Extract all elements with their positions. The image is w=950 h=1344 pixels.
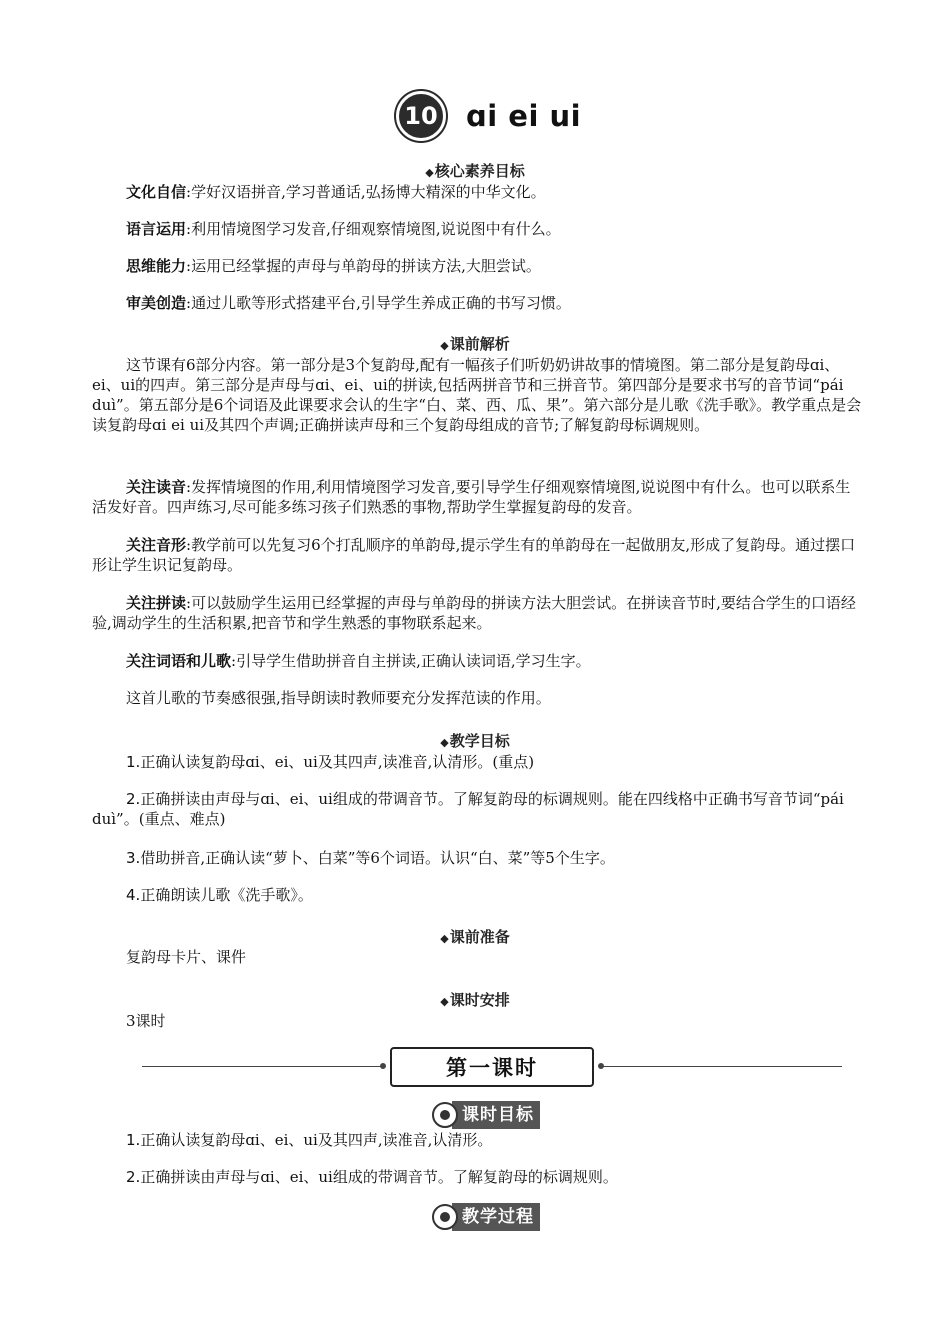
lesson-title: ɑi ei ui <box>466 99 582 133</box>
teaching-goal-item: 3.借助拼音,正确认读“萝卜、白菜”等6个词语。认识“白、菜”等5个生字。 <box>126 849 615 867</box>
core-goal-item: 文化自信:学好汉语拼音,学习普通话,弘扬博大精深的中华文化。 <box>126 183 546 201</box>
target-icon <box>432 1204 458 1230</box>
teaching-goal-item: 1.正确认读复韵母ɑi、ei、ui及其四声,读准音,认清形。(重点) <box>126 753 535 771</box>
teaching-goal-item: 2.正确拼读由声母与ɑi、ei、ui组成的带调音节。了解复韵母的标调规则。能在四线格中正确书写音节词“pái duì”。(重点、难点) <box>92 790 844 828</box>
diamond-icon: ◆ <box>440 995 449 1008</box>
diamond-icon: ◆ <box>440 339 449 352</box>
section-title-schedule: ◆课时安排 <box>440 991 510 1009</box>
pre-analysis-item: 关注音形:教学前可以先复习6个打乱顺序的单韵母,提示学生有的单韵母在一起做朋友,形成了复韵母。通过摆口形让学生识记复韵母。 <box>92 536 856 574</box>
teaching-goal-item: 4.正确朗读儿歌《洗手歌》。 <box>126 886 313 904</box>
period-divider <box>142 1046 842 1086</box>
divider-line-left <box>142 1066 382 1067</box>
preparation-text: 复韵母卡片、课件 <box>126 948 247 966</box>
lesson-header <box>396 92 581 140</box>
pre-analysis-item: 关注词语和儿歌:引导学生借助拼音自主拼读,正确认读词语,学习生字。 <box>126 652 591 670</box>
diamond-icon: ◆ <box>440 932 449 945</box>
period-goals-tag: 课时目标 <box>432 1101 540 1129</box>
core-goal-item: 思维能力:运用已经掌握的声母与单韵母的拼读方法,大胆尝试。 <box>126 257 541 275</box>
period-goal-item: 2.正确拼读由声母与ɑi、ei、ui组成的带调音节。了解复韵母的标调规则。 <box>126 1168 618 1186</box>
core-goal-item: 审美创造:通过儿歌等形式搭建平台,引导学生养成正确的书写习惯。 <box>126 294 571 312</box>
section-title-pre-analysis: ◆课前解析 <box>440 335 510 353</box>
diamond-icon: ◆ <box>425 166 434 179</box>
lesson-number-badge: 10 <box>396 91 446 141</box>
pre-analysis-item: 关注拼读:可以鼓励学生运用已经掌握的声母与单韵母的拼读方法大胆尝试。在拼读音节时,要结合学生的口语经验,调动学生的生活积累,把音节和学生熟悉的事物联系起来。 <box>92 594 856 632</box>
divider-line-right <box>602 1066 842 1067</box>
section-title-core-goals: ◆核心素养目标 <box>425 162 525 180</box>
period-title: 第一课时 <box>390 1047 594 1087</box>
pre-analysis-intro: 这节课有6部分内容。第一部分是3个复韵母,配有一幅孩子们听奶奶讲故事的情境图。第二部分是复韵母ɑi、ei、ui的四声。第三部分是声母与ɑi、ei、ui的拼读,包括两拼音节和三拼音节。第四部分是要求书写的音节词“pái duì”。第五部分是6个词语及此课要求会认的生字“白、菜、西、瓜、果”。第六部分是儿歌《洗手歌》。教学重点是会读复韵母ɑi ei ui及其四个声调;正确拼读声母和三个复韵母组成的音节;了解复韵母标调规则。 <box>92 356 862 434</box>
section-title-preparation: ◆课前准备 <box>440 928 510 946</box>
period-goal-item: 1.正确认读复韵母ɑi、ei、ui及其四声,读准音,认清形。 <box>126 1131 493 1149</box>
diamond-icon: ◆ <box>440 736 449 749</box>
core-goal-item: 语言运用:利用情境图学习发音,仔细观察情境图,说说图中有什么。 <box>126 220 561 238</box>
section-title-teaching-goals: ◆教学目标 <box>440 732 510 750</box>
target-icon <box>432 1102 458 1128</box>
divider-dot-left <box>380 1063 386 1069</box>
schedule-text: 3课时 <box>126 1012 166 1030</box>
pre-analysis-item: 关注读音:发挥情境图的作用,利用情境图学习发音,要引导学生仔细观察情境图,说说图中有什么。也可以联系生活发好音。四声练习,尽可能多练习孩子们熟悉的事物,帮助学生掌握复韵母的发音。 <box>92 478 851 516</box>
pre-analysis-outro: 这首儿歌的节奏感很强,指导朗读时教师要充分发挥范读的作用。 <box>126 689 551 707</box>
teaching-process-tag: 教学过程 <box>432 1203 540 1231</box>
